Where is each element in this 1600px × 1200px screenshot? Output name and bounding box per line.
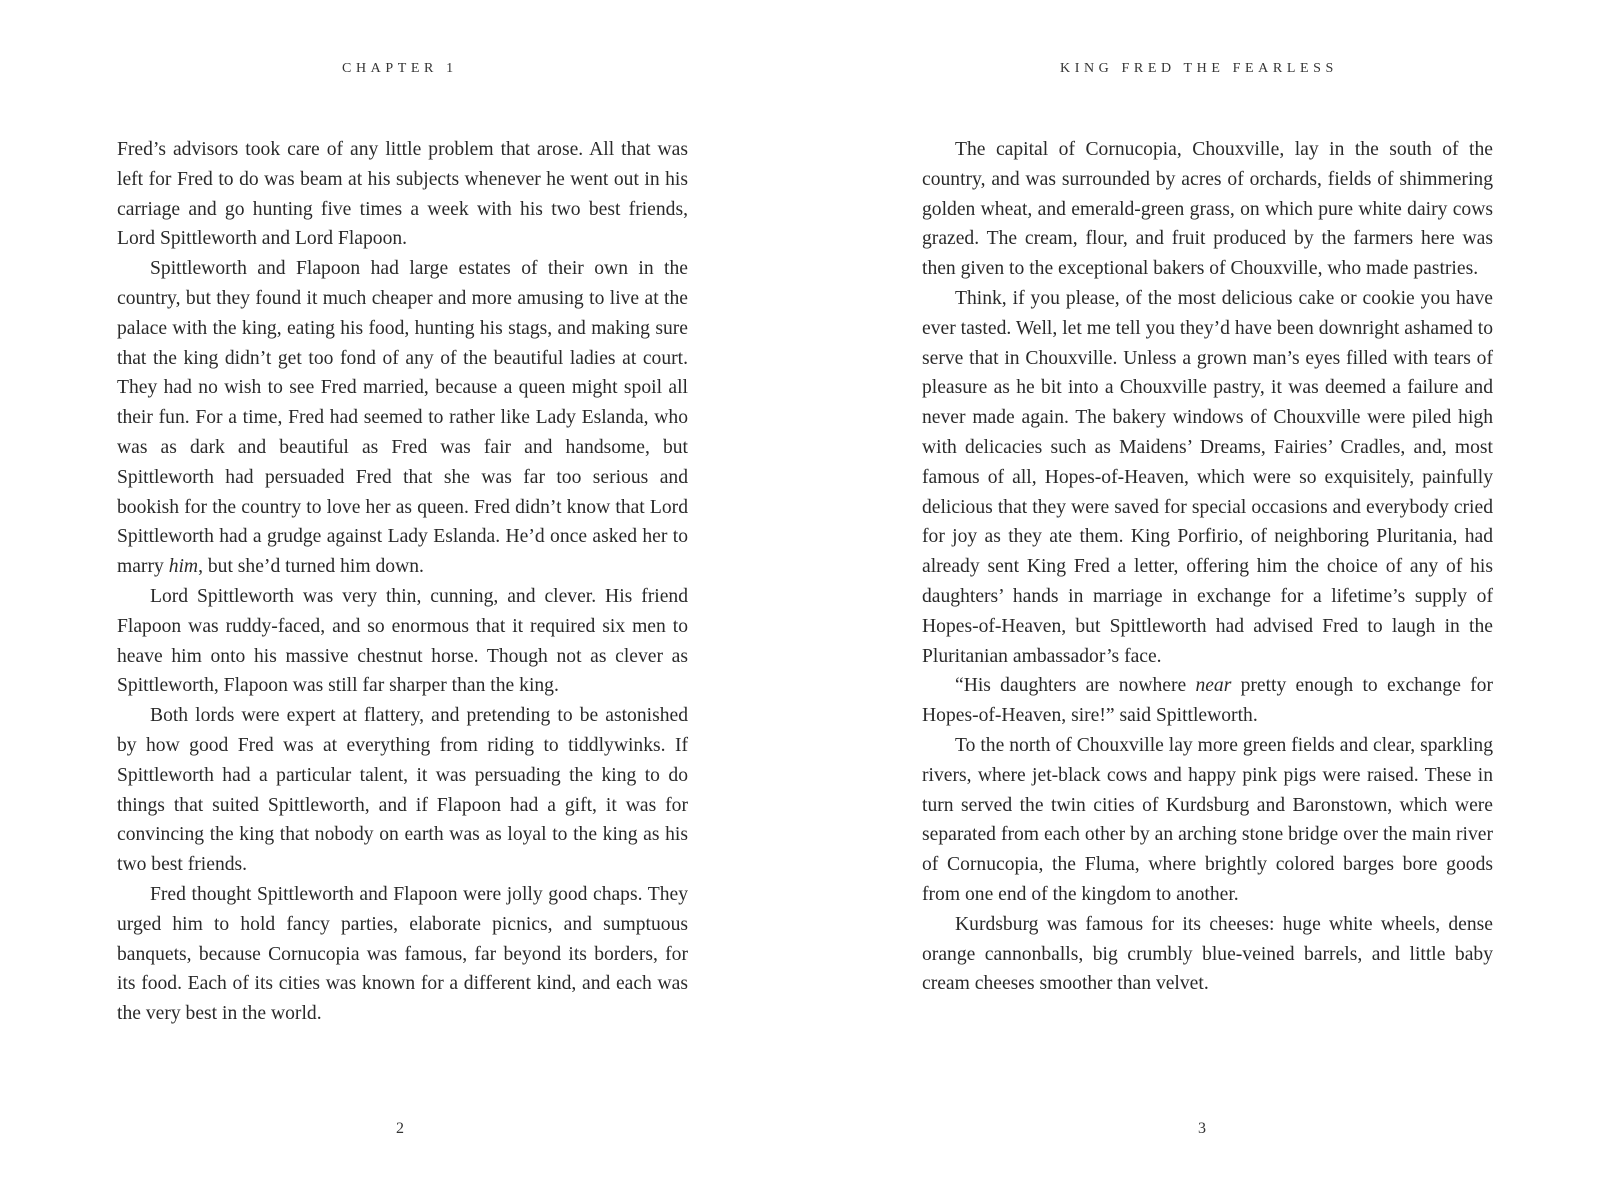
right-page: [800, 0, 1600, 1200]
paragraph: Lord Spittleworth was very thin, cunning, and clever. His friend Flapoon was ruddy-faced, and so enormous that it required six men to heave him onto his massive chestnut horse. Though not as clever as Spittleworth, Flapoon was still far sharper than the king.: [117, 585, 688, 697]
paragraph: The capital of Cornucopia, Chouxville, lay in the south of the country, and was surrounded by acres of orchards, fields of shimmering golden wheat, and emerald-green grass, on which pure white dairy cows grazed. The cream, flour, and fruit produced by the farmers here was then given to the exceptional bakers of Chouxville, who made pastries.: [922, 139, 1493, 280]
paragraph: Both lords were expert at flattery, and pretending to be astonished by how good Fred was at everything from riding to tiddlywinks. If Spittleworth had a particular talent, it was persuading the king to do things that suited Spittleworth, and if Flapoon had a gift, it was for convincing the king that nobody on earth was as loyal to the king as his two best friends.: [117, 705, 688, 876]
italic-emphasis: him: [168, 556, 199, 578]
running-head-title: KING FRED THE FEARLESS: [1060, 61, 1338, 76]
page-number: 3: [1198, 1120, 1206, 1137]
paragraph: Kurdsburg was famous for its cheeses: huge white wheels, dense orange cannonballs, big crumbly blue-veined barrels, and little baby cream cheeses smoother than velvet.: [922, 913, 1493, 995]
paragraph: Fred thought Spittleworth and Flapoon were jolly good chaps. They urged him to hold fancy parties, elaborate picnics, and sumptuous banquets, because Cornucopia was famous, far beyond its borders, for its food. Each of its cities was known for a different kind, and each was the very best in the world.: [117, 883, 688, 1025]
paragraph: Think, if you please, of the most delicious cake or cookie you have ever tasted. Well, let me tell you they’d have been downright ashamed to serve that in Chouxville. Unless a grown man’s eyes filled with tears of pleasure as he bit into a Chouxville pastry, it was deemed a failure and never made again. The bakery windows of Chouxville were piled high with delicacies such as Maidens’ Dreams, Fairies’ Cradles, and, most famous of all, Hopes-of-Heaven, which were so exquisitely, painfully delicious that they were saved for special occasions and everybody cried for joy as they ate them. King Porfirio, of neighboring Pluritania, had already sent King Fred a letter, offering him the choice of any of his daughters’ hands in marriage in exchange for a lifetime’s supply of Hopes-of-Heaven, but Spittleworth had advised Fred to laugh in the Pluritanian ambassador’s face.: [922, 287, 1493, 667]
right-page-text: [922, 135, 1493, 999]
paragraph: To the north of Chouxville lay more green fields and clear, sparkling rivers, where jet-black cows and happy pink pigs were raised. These in turn served the twin cities of Kurdsburg and Baronstown, which were separated from each other by an arching stone bridge over the main river of Cornucopia, the Fluma, where brightly colored barges bore goods from one end of the kingdom to another.: [922, 734, 1493, 905]
left-page-text: [117, 135, 688, 1029]
paragraph: Spittleworth and Flapoon had large estates of their own in the country, but they found it much cheaper and more amusing to live at the palace with the king, eating his food, hunting his stags, and making sure that the king didn’t get too fond of any of the beautiful ladies at court. They had no wish to see Fred married, because a queen might spoil all their fun. For a time, Fred had seemed to rather like Lady Eslanda, who was as dark and beautiful as Fred was fair and handsome, but Spittleworth had persuaded Fred that she was far too serious and bookish for the country to love her as queen. Fred didn’t know that Lord Spittleworth had a grudge against Lady Eslanda. He’d once asked her to marry him, but she’d turned him down.: [117, 258, 688, 578]
italic-emphasis: near: [1195, 675, 1232, 697]
paragraph: “His daughters are nowhere near pretty enough to exchange for Hopes-of-Heaven, sire!” said Spittleworth.: [922, 675, 1494, 727]
running-head-chapter: CHAPTER 1: [342, 61, 458, 76]
page-number: 2: [396, 1120, 404, 1137]
paragraph: Fred’s advisors took care of any little problem that arose. All that was left for Fred to do was beam at his subjects whenever he went out in his carriage and go hunting five times a week with his two best friends, Lord Spittleworth and Lord Flapoon.: [117, 139, 688, 250]
